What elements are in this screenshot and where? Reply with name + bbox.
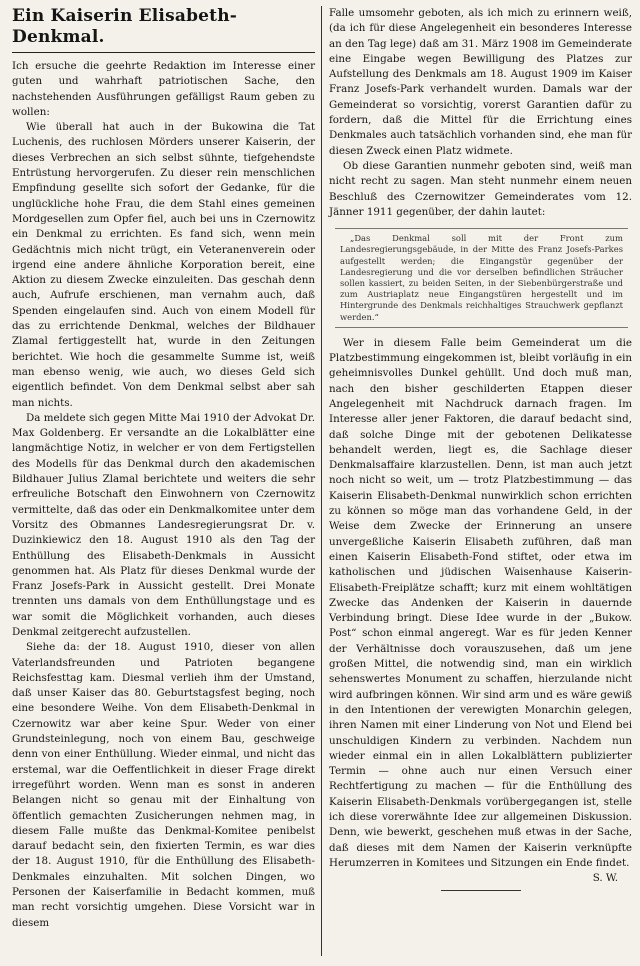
article-paragraph: Ob diese Garantien nunmehr geboten sind, weiß man nicht recht zu sagen. Man steht nunmehr einem neuen Beschluß des Czernowitzer Gemeinderates vom 12. Jänner 1911 gegenüber, der dahin lautet: [329,159,632,218]
quote-text: „Das Denkmal soll mit der Front zum Landesregierungsgebäude, in der Mitte des Franz Josefs-Parkes aufgestellt werden; die Eingangstür gegenüber der Landesregierung und die vor derselben befindlichen Sträucher sollen kassiert, zu beiden Seiten, in der Siebenbürgerstraße und zum Austriaplatz neue Eingangstüren hergestellt und im Hintergrunde des Denkmals reichhaltiges Strauchwerk gepflanzt werden.“ [340,233,623,322]
council-resolution-quote [335,228,628,328]
article-paragraph: Falle umsomehr geboten, als ich mich zu erinnern weiß, (da ich für diese Angelegenheit ein besonderes Interesse an den Tag lege) daß am 31. März 1908 im Gemeinderate eine Eingabe wegen Bewilligung des Platzes zur Aufstellung des Denkmals am 18. August 1909 im Kaiser Franz Josefs-Park verhandelt wurden. Damals war der Gemeinderat so vorsichtig, vorerst Garantien dafür zu fordern, daß die Mittel für die Errichtung eines Denkmales auch tatsächlich vorhanden sind, ehe man für diesen Zweck einen Platz widmete. [329,7,632,157]
article-paragraph: Wie überall hat auch in der Bukowina die Tat Luchenis, des ruchlosen Mörders unserer Kaiserin, der dieses Verbrechen an sich selbst sühnte, tiefgehendste Entrüstung hervorgerufen. Zu dieser rein menschlichen Empfindung gesellte sich sofort der Gedanke, für die unglückliche hohe Frau, die dem Stahl eines gemeinen Mordgesellen zum Opfer fiel, auch bei uns in Czernowitz ein Denkmal zu errichten. Es fand sich, wenn mein Gedächtnis mich nicht trügt, ein Veteranenverein oder irgend eine andere ähnliche Korporation bereit, eine Aktion zu diesem Zwecke einzuleiten. Das geschah denn auch, Aufrufe erschienen, man vernahm auch, daß Spenden eingelaufen sind. Auch von einem Modell für das zu errichtende Denkmal, welches der Bildhauer Zlamal fertiggestellt hat, wurde in den Zeitungen berichtet. Wie hoch die gesammelte Summe ist, weiß man ebenso wenig, wie auch, wo dieses Geld sich eigentlich befindet. Von dem Denkmal selbst aber sah man nichts. [12,121,315,409]
left-column [12,6,321,962]
end-rule [441,890,521,891]
article-columns [12,6,632,962]
right-column [322,6,632,962]
article-paragraph: Siehe da: der 18. August 1910, dieser von allen Vaterlandsfreunden und Patrioten begangene Reichsfesttag kam. Diesmal verlieh ihm der Umstand, daß unser Kaiser das 80. Geburtstagsfest beging, noch eine besondere Weihe. Von dem Elisabeth-Denkmal in Czernowitz war aber keine Spur. Weder von einer Grundsteinlegung, noch von einem Bau, geschweige denn von einer Enthüllung. Wieder einmal, und nicht das erstemal, war die Oeffentlichkeit in dieser Frage direkt irregeführt worden. Wenn man es sonst in anderen Belangen nicht so genau mit der Einhaltung von öffentlich gemachten Zusicherungen nehmen mag, in diesem Falle mußte das Denkmal-Komitee penibelst darauf bedacht sein, den fixierten Termin, es war dies der 18. August 1910, für die Enthüllung des Elisabeth-Denkmales einzuhalten. Mit solchen Dingen, wo Personen der Kaiserfamilie in Bedacht kommen, muß man recht vorsichtig umgehen. Diese Vorsicht war in diesem [12,641,315,929]
article-paragraph: Da meldete sich gegen Mitte Mai 1910 der Advokat Dr. Max Goldenberg. Er versandte an die Lokalblätter eine langmächtige Notiz, in welcher er von dem Fertigstellen des Modells für das Denkmal durch den akademischen Bildhauer Julius Zlamal berichtete und weiters die sehr erfreuliche Botschaft den Einwohnern von Czernowitz vermittelte, daß das oder ein Denkmalkomitee unter dem Vorsitz des Obmannes Landesregierungsrat Dr. v. Duzinkiewicz den 18. August 1910 als den Tag der Enthüllung des Elisabeth-Denkmals in Aussicht genommen hat. Als Platz für dieses Denkmal wurde der Franz Josefs-Park in Aussicht gestellt. Drei Monate trennten uns damals von dem Enthüllungstage und es war somit die Möglichkeit vorhanden, auch dieses Denkmal zeitgerecht aufzustellen. [12,411,315,638]
article-paragraph: Wer in diesem Falle beim Gemeinderat um die Platzbestimmung eingekommen ist, bleibt vorläufig in ein geheimnisvolles Dunkel gehüllt. Und doch muß man, nach den bisher geschilderten Etappen dieser Angelegenheit mit Nachdruck darnach fragen. Im Interesse aller jener Faktoren, die darauf bedacht sind, daß solche Dinge mit der gebotenen Delikatesse behandelt werden, liegt es, die Sachlage dieser Denkmalsaffaire klarzustellen. Denn, ist man auch jetzt noch nicht so weit, um — trotz Platzbestimmung — das Kaiserin Elisabeth-Denkmal nunwirklich schon errichten zu können so möge man das vorhandene Geld, in der Weise dem Zwecke der Erinnerung an unsere unvergeßliche Kaiserin Elisabeth zuführen, daß man einen Kaiserin Elisabeth-Fond stiftet, oder etwa im katholischen und jüdischen Waisenhause Kaiserin-Elisabeth-Freiplätze schafft; kurz mit einem wohltätigen Zwecke das Andenken der Kaiserin in dauernde Verbindung bringt. Diese Idee wurde in der „Bukow. Post“ schon einmal angeregt. War es für jeden Kenner der Verhältnisse doch vorauszusehen, daß um jene großen Mittel, die notwendig sind, man ein wirklich sehenswertes Monument zu schaffen, hierzulande nicht wird aufbringen können. Wir sind arm und es wäre gewiß in den Intentionen der verewigten Monarchin gelegen, ihren Namen mit einer Linderung von Not und Elend bei unschuldigen Kindern zu verbinden. Nachdem nun wieder einmal ein in allen Lokalblättern publizierter Termin — ohne auch nur einen Versuch einer Rechtfertigung zu machen — für die Enthüllung des Kaiserin Elisabeth-Denkmals vorübergegangen ist, stelle ich diese vorerwähnte Idee zur allgemeinen Diskussion. Denn, wie bewerkt, geschehen muß etwas in der Sache, daß dieses mit dem Namen der Kaiserin verknüpfte Herumzerren in Komitees und Sitzungen ein Ende findet. [329,336,632,869]
article-paragraph: Ich ersuche die geehrte Redaktion im Interesse einer guten und wahrhaft patriotischen Sache, den nachstehenden Ausführungen gefälligst Raum geben zu wollen: [12,60,315,118]
article-headline: Ein Kaiserin Elisabeth-Denkmal. [12,6,315,53]
author-signature: S. W. [592,872,618,885]
